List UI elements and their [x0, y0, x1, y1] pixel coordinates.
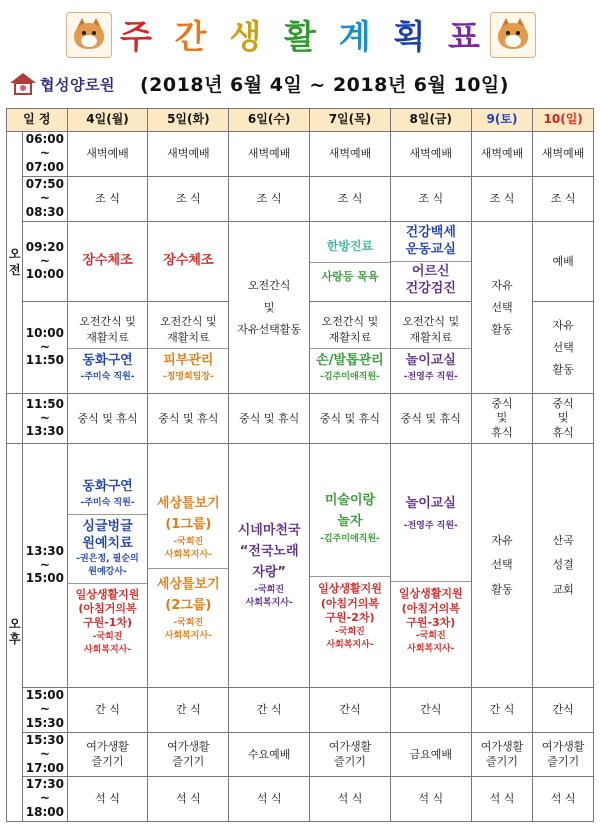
cell: [390, 444, 471, 688]
page-title: [120, 12, 480, 56]
cell-line: 시네마천국 “전국노래 자랑”: [237, 523, 301, 580]
cell-line: 놀이교실: [405, 495, 456, 511]
header-tue: 5일(화): [148, 109, 229, 132]
cell-line: 사랑등 목욕: [321, 269, 379, 283]
cell: 금요예배: [390, 733, 471, 777]
cell: 수요예배: [229, 733, 310, 777]
cell: 석 식: [533, 777, 594, 821]
cell: 자유 선택 활동: [533, 302, 594, 394]
cell-line: (아침거의복 구원-2차): [320, 596, 380, 625]
header-wed: 6일(수): [229, 109, 310, 132]
title-char: 생: [229, 16, 262, 56]
cell: 간 식: [148, 688, 229, 733]
header-sun: 10(일): [533, 109, 594, 132]
cell-line: 일상생활지원 (아침거의복 구원-1차): [75, 587, 140, 630]
schedule-table: [6, 108, 594, 822]
time-slot: 15:00 ~ 15:30: [23, 688, 67, 733]
cell-line: 동화구연: [82, 479, 133, 495]
cell-line: -국희진 사회복지사-: [83, 631, 132, 655]
org-name: 협성양로원: [40, 75, 115, 94]
cell: 석 식: [471, 777, 533, 821]
title-char: 주: [120, 16, 152, 56]
cell: 중식 및 휴식: [390, 394, 471, 444]
cell: 조 식: [471, 177, 533, 222]
cell-line: -주미숙 직원-: [80, 372, 135, 383]
cell: 간 식: [67, 688, 148, 733]
header-sat: 9(토): [471, 109, 533, 132]
cell: 산곡 성결 교회: [533, 444, 594, 688]
title-char: 표: [448, 16, 480, 56]
cell-line: -국희진 사회복지사-: [407, 631, 455, 655]
cell: 여가생활 즐기기: [533, 733, 594, 777]
cell: 간식: [310, 688, 391, 733]
cell-line: 오전간식 및 재활치료: [68, 311, 148, 350]
time-slot: 07:50 ~ 08:30: [23, 177, 67, 222]
cell-line: -전영주 직원-: [391, 514, 471, 582]
cell: 장수체조: [148, 222, 229, 302]
cell: 조 식: [229, 177, 310, 222]
cell: 간식: [533, 688, 594, 733]
cell-line: -권은정, 필순의 원예강사-: [68, 553, 148, 584]
cell: 새벽예배: [310, 132, 391, 177]
title-char: 계: [338, 16, 371, 56]
cell: 중식 및 휴식: [229, 394, 310, 444]
dog-icon-right: [490, 12, 536, 58]
cell: 새벽예배: [67, 132, 148, 177]
cell: 석 식: [310, 777, 391, 821]
cell-line: 세상틀보기 (1그룹): [156, 496, 220, 533]
time-slot: 13:30 ~ 15:00: [23, 444, 67, 688]
cell: 조 식: [67, 177, 148, 222]
cell-line: 손/발톱관리: [316, 353, 384, 369]
cell: 여가생활 즐기기: [67, 733, 148, 777]
cell: 새벽예배: [533, 132, 594, 177]
cell-line: -김주미애직원-: [310, 533, 390, 577]
cell: [310, 302, 391, 394]
section-am: 오 전: [7, 132, 23, 394]
cell: 여가생활 즐기기: [310, 733, 391, 777]
cell: 중식 및 휴식: [471, 394, 533, 444]
cell-line: 건강백세 운동교실: [391, 223, 471, 262]
cell: 예배: [533, 222, 594, 302]
cell: 석 식: [390, 777, 471, 821]
cell: 새벽예배: [148, 132, 229, 177]
cell: 새벽예배: [229, 132, 310, 177]
cell-line: -주미숙 직원-: [68, 497, 148, 515]
cell: 새벽예배: [390, 132, 471, 177]
cell-line: 세상틀보기 (2그룹): [156, 577, 220, 613]
cell-line: 동화구연: [82, 353, 133, 369]
time-slot: 11:50 ~ 13:30: [23, 394, 67, 444]
cell-line: 오전간식 및 재활치료: [310, 311, 390, 350]
house-icon: [10, 73, 36, 95]
cell-line: -정명희팀장-: [162, 372, 214, 383]
cell-line: -국희진 사회복지사-: [148, 536, 228, 569]
cell: 조 식: [310, 177, 391, 222]
cell-line: -김주미애직원-: [320, 372, 380, 383]
cell: [229, 444, 310, 688]
header-schedule: 일 정: [7, 109, 68, 132]
cell-line: 미술이랑 놀자: [324, 493, 376, 530]
cell: [390, 302, 471, 394]
cell-line: 어르신 건강검진: [405, 264, 456, 296]
org-logo: [10, 73, 115, 95]
time-slot: 09:20 ~ 10:00: [23, 222, 67, 302]
dog-icon-left: [66, 12, 112, 58]
cell-line: 피부관리: [163, 353, 214, 369]
cell-line: -국희진 사회복지사-: [326, 626, 374, 650]
header-thu: 7일(목): [310, 109, 391, 132]
cell: [67, 444, 148, 688]
section-pm: 오 후: [7, 444, 23, 822]
title-char: 활: [284, 16, 316, 56]
cell: [310, 222, 391, 302]
date-range: (2018년 6월 4일 ~ 2018년 6월 10일): [140, 74, 509, 96]
cell: [310, 444, 391, 688]
cell: 여가생활 즐기기: [471, 733, 533, 777]
cell-line: -전영주 직원-: [403, 372, 458, 383]
cell: 중식 및 휴식: [533, 394, 594, 444]
cell: [67, 302, 148, 394]
time-slot: 15:30 ~ 17:00: [23, 733, 67, 777]
cell: 석 식: [229, 777, 310, 821]
time-slot: 06:00 ~ 07:00: [23, 132, 67, 177]
cell: 여가생활 즐기기: [148, 733, 229, 777]
cell: 자유 선택 활동: [471, 444, 533, 688]
cell: 간식: [390, 688, 471, 733]
cell: 석 식: [148, 777, 229, 821]
cell: [390, 222, 471, 302]
cell: [148, 302, 229, 394]
cell: 중식 및 휴식: [67, 394, 148, 444]
cell: 조 식: [390, 177, 471, 222]
cell-line: -국희진 사회복지사-: [164, 617, 212, 641]
cell: [148, 444, 229, 688]
cell-line: 싱글벙글 원예치료: [82, 519, 133, 551]
time-slot: 17:30 ~ 18:00: [23, 777, 67, 821]
cell: 간 식: [229, 688, 310, 733]
cell: 오전간식 및 자유선택활동: [229, 222, 310, 394]
cell: 자유 선택 활동: [471, 222, 533, 394]
cell: 조 식: [533, 177, 594, 222]
cell: 간 식: [471, 688, 533, 733]
cell-line: 한방진료: [310, 232, 390, 262]
header-mon: 4일(월): [67, 109, 148, 132]
header-fri: 8일(금): [390, 109, 471, 132]
cell-line: -국희진 사회복지사-: [245, 584, 293, 608]
cell: 조 식: [148, 177, 229, 222]
cell-line: 오전간식 및 재활치료: [391, 311, 471, 350]
title-char: 획: [393, 16, 426, 56]
cell: 장수체조: [67, 222, 148, 302]
cell-line: 일상생활지원: [398, 586, 463, 600]
cell: 새벽예배: [471, 132, 533, 177]
cell: 석 식: [67, 777, 148, 821]
cell-line: 놀이교실: [405, 353, 456, 369]
title-char: 간: [174, 16, 207, 56]
cell-line: 오전간식 및 재활치료: [148, 311, 228, 350]
cell: 중식 및 휴식: [148, 394, 229, 444]
time-slot: 10:00 ~ 11:50: [23, 302, 67, 394]
cell-line: (아침거의복 구원-3차): [401, 601, 460, 629]
cell-line: 일상생활지원: [318, 582, 382, 595]
section-gap: [7, 394, 23, 444]
cell: 중식 및 휴식: [310, 394, 391, 444]
